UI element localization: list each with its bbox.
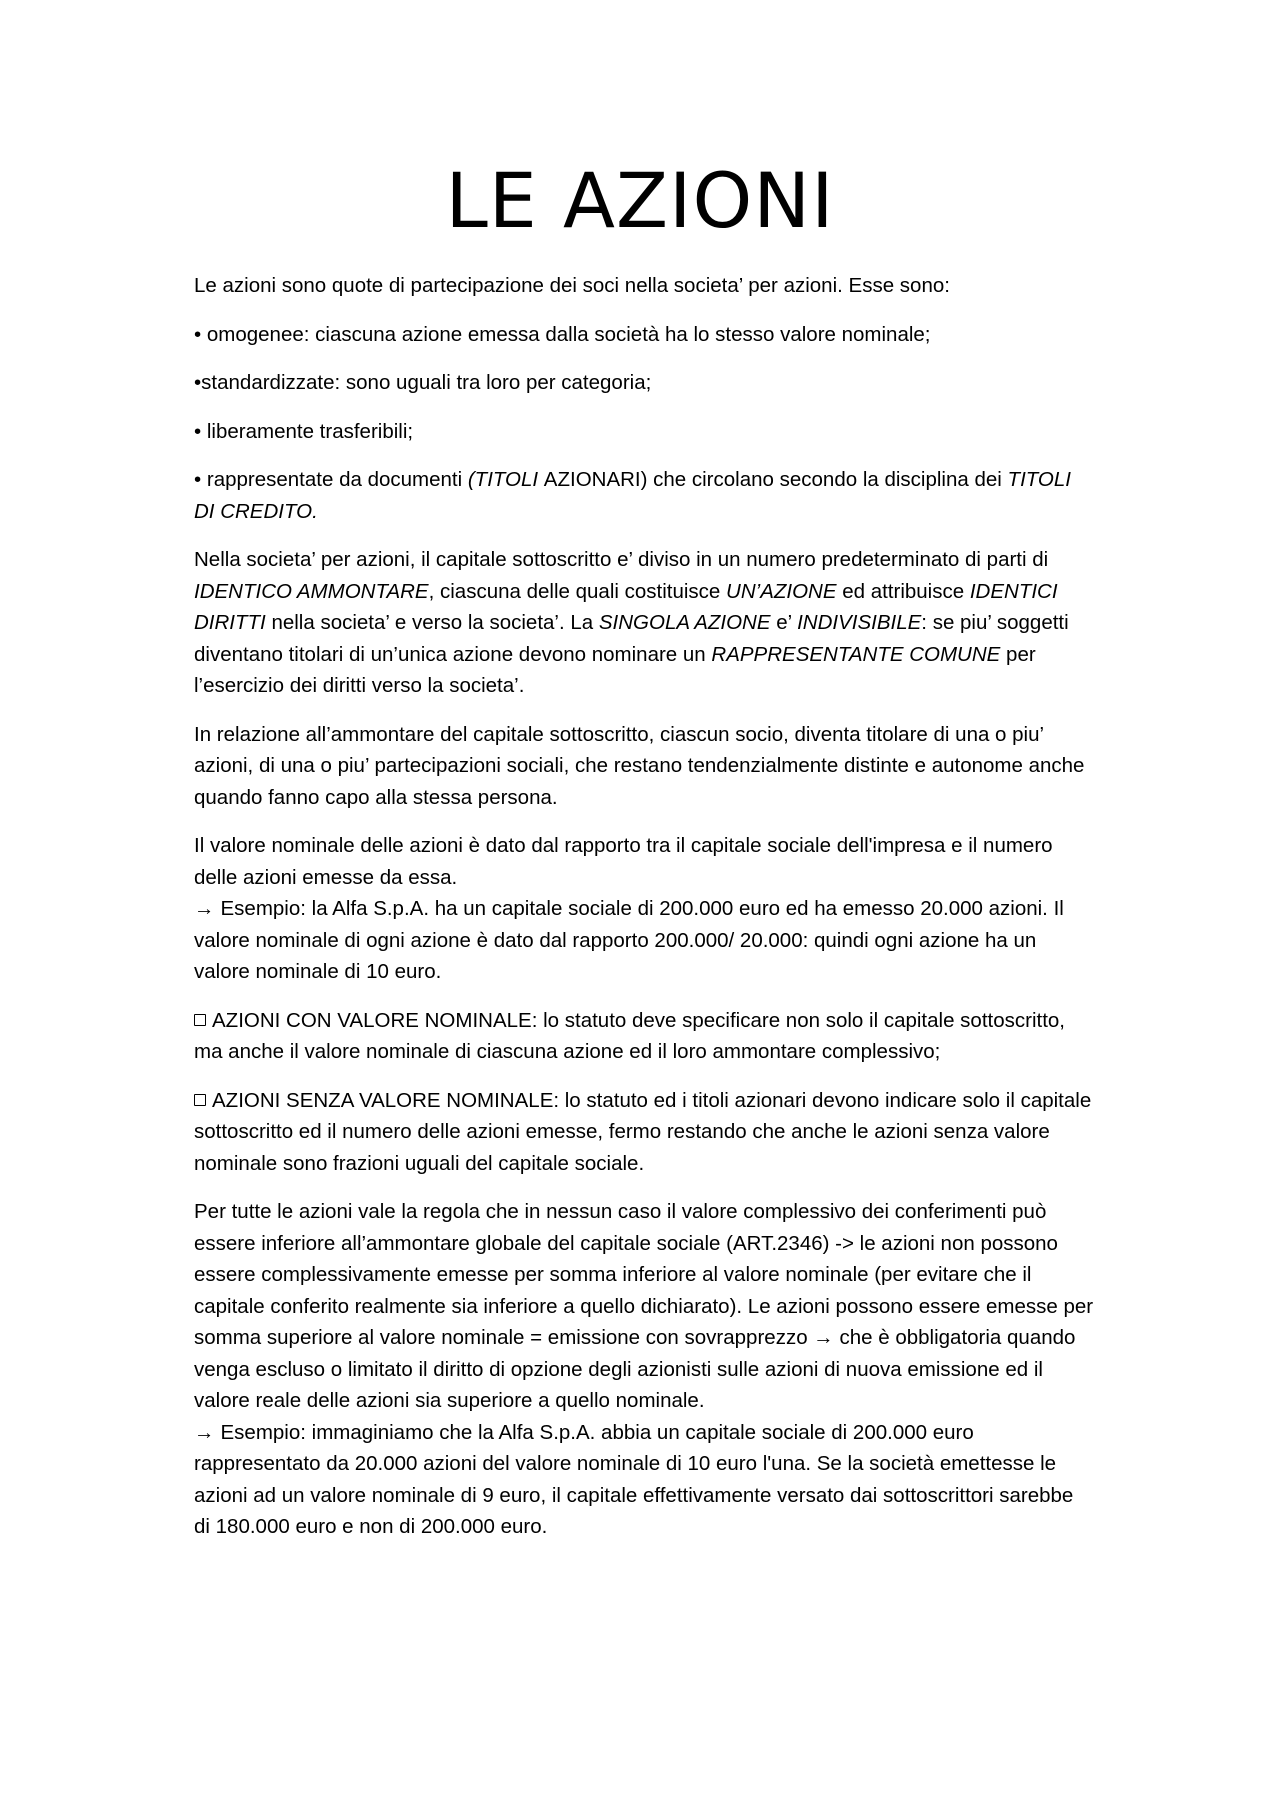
paragraph-text: Per tutte le azioni vale la regola che in nessun caso il valore complessivo dei conferimenti può essere inferiore all’ammontare globale del capitale sociale (ART.2346) -> le azioni non possono essere complessivamente emesse per somma inferiore al valore nominale (per evitare che il capitale conferito realmente sia inferiore a quello dichiarato). Le azioni possono essere emesse per somma superiore al valore nominale = emissione con sovrapprezzo bbox=[194, 1200, 1094, 1349]
paragraph-text: che è obbligatoria quando venga escluso o limitato il diritto di opzione degli azionisti sulle azioni di nuova emissione ed il valore reale delle azioni sia superiore a quello nominale. bbox=[194, 1326, 1076, 1412]
emphasis-text: (TITOLI bbox=[467, 468, 544, 491]
paragraph-text: per l’esercizio dei diritti verso la societa’. bbox=[194, 642, 1036, 697]
arrow-right-icon: → bbox=[194, 897, 215, 920]
bullet-trasferibili: • liberamente trasferibili; bbox=[194, 419, 414, 443]
example-text: Esempio: immaginiamo che la Alfa S.p.A. abbia un capitale sociale di 200.000 euro rappresentato da 20.000 azioni del valore nominale di 10 euro l'una. Se la società emettesse le azioni ad un valore nominale di 9 euro, il capitale effettivamente versato dai sottoscrittori sarebbe di 180.000 euro e non di 200.000 euro. bbox=[194, 1420, 1074, 1538]
paragraph-text: AZIONI CON VALORE NOMINALE: lo statuto deve specificare non solo il capitale sottoscritto, ma anche il valore nominale di ciascuna azione ed il loro ammontare complessivo; bbox=[194, 1008, 1065, 1063]
bullet-standardizzate: •standardizzate: sono uguali tra loro per categoria; bbox=[194, 371, 652, 394]
paragraph-text: ed attribuisce bbox=[836, 579, 970, 603]
paragraph-capitale-diviso bbox=[194, 544, 1094, 702]
checkbox-square-icon bbox=[194, 1094, 206, 1106]
paragraph-valore-nominale bbox=[194, 830, 1094, 988]
bullet-text: • rappresentate da documenti bbox=[194, 468, 468, 491]
paragraph-text: AZIONI SENZA VALORE NOMINALE: lo statuto ed i titoli azionari devono indicare solo il capitale sottoscritto ed il numero delle azioni emesse, fermo restando che anche le azioni senza valore nominale sono frazioni uguali del capitale sociale. bbox=[194, 1088, 1092, 1175]
arrow-right-icon: → bbox=[194, 1420, 215, 1444]
intro-paragraph: Le azioni sono quote di partecipazione dei soci nella societa’ per azioni. Esse sono: bbox=[194, 274, 950, 297]
paragraph-text: nella societa’ e verso la societa’. La bbox=[265, 611, 599, 634]
paragraph-text: Il valore nominale delle azioni è dato dal rapporto tra il capitale sociale dell'impresa e il numero delle azioni emesse da essa. bbox=[194, 834, 1053, 889]
paragraph-ammontare: In relazione all’ammontare del capitale sottoscritto, ciascun socio, diventa titolare di una o piu’ azioni, di una o piu’ partecipazioni sociali, che restano tendenzialmente distinte e autonome anche quando fanno capo alla stessa persona. bbox=[194, 722, 1085, 809]
emphasis-text: SINGOLA AZIONE bbox=[598, 611, 771, 634]
paragraph-regola-conferimenti bbox=[194, 1196, 1094, 1543]
bullet-text: AZIONARI) che circolano secondo la disciplina dei bbox=[543, 468, 1008, 491]
emphasis-text: INDIVISIBILE bbox=[797, 611, 922, 634]
arrow-right-icon: → bbox=[813, 1326, 834, 1349]
paragraph-text: , ciascuna delle quali costituisce bbox=[428, 579, 727, 603]
paragraph-text: Nella societa’ per azioni, il capitale sottoscritto e’ diviso in un numero predeterminato di parti di bbox=[194, 548, 1049, 571]
document-body bbox=[194, 270, 1094, 1543]
bullet-rappresentate bbox=[194, 464, 1094, 527]
emphasis-text: IDENTICO AMMONTARE bbox=[194, 579, 429, 603]
emphasis-text: TITOLI DI CREDITO. bbox=[194, 468, 1071, 523]
checkbox-square-icon bbox=[194, 1014, 206, 1026]
paragraph-text: : se piu’ soggetti diventano titolari di un’unica azione devono nominare un bbox=[194, 611, 1069, 666]
emphasis-text: RAPPRESENTANTE COMUNE bbox=[711, 642, 1001, 666]
example-text: Esempio: la Alfa S.p.A. ha un capitale sociale di 200.000 euro ed ha emesso 20.000 azioni. Il valore nominale di ogni azione è dato dal rapporto 200.000/ 20.000: quindi ogni azione ha un valore nominale di 10 euro. bbox=[194, 897, 1064, 983]
emphasis-text: UN’AZIONE bbox=[726, 579, 837, 603]
paragraph-con-valore-nominale bbox=[194, 1005, 1094, 1068]
document-title: LE AZIONI bbox=[445, 156, 835, 245]
paragraph-text: e’ bbox=[770, 611, 798, 634]
emphasis-text: IDENTICI DIRITTI bbox=[194, 579, 1058, 634]
paragraph-senza-valore-nominale bbox=[194, 1085, 1094, 1180]
bullet-omogenee: • omogenee: ciascuna azione emessa dalla società ha lo stesso valore nominale; bbox=[194, 322, 931, 346]
